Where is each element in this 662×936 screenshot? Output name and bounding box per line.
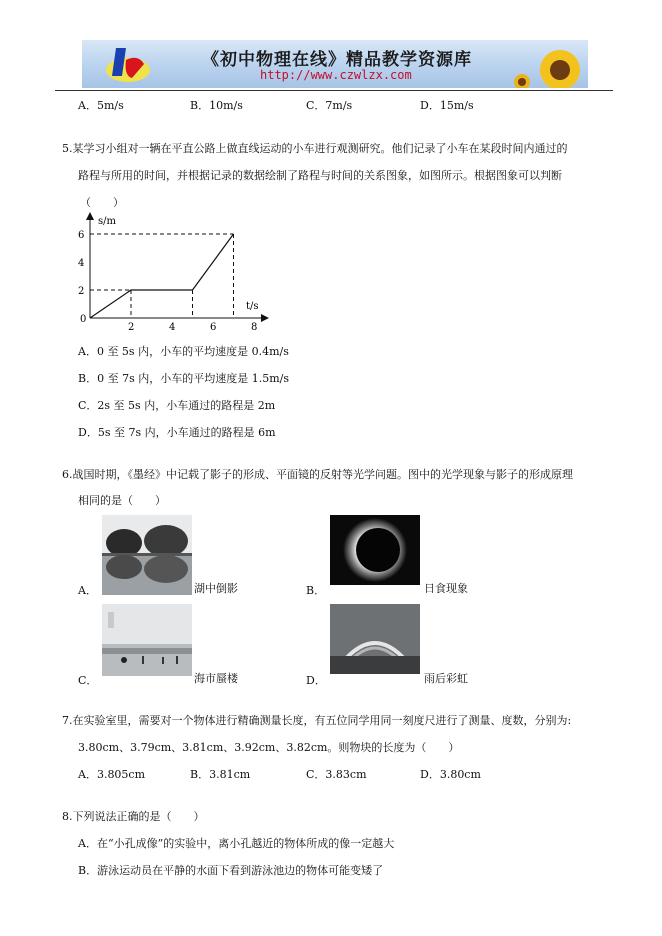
q5-stem-line1: 5.某学习小组对一辆在平直公路上做直线运动的小车进行观测研究。他们记录了小车在某段时间内通过的 bbox=[62, 142, 568, 155]
lake-reflection-image bbox=[102, 515, 192, 595]
q6-stem-line2: 相同的是（ ） bbox=[78, 494, 166, 507]
q8-option-b: B．游泳运动员在平静的水面下看到游泳池边的物体可能变矮了 bbox=[78, 864, 384, 877]
q6-option-d-letter: D． bbox=[306, 674, 326, 687]
logo-icon bbox=[106, 48, 150, 82]
q4-option-a: A．5m/s bbox=[78, 99, 124, 112]
q7-option-a: A．3.805cm bbox=[78, 768, 146, 781]
y-tick-label: 6 bbox=[78, 230, 85, 241]
q8-stem: 8.下列说法正确的是（ ） bbox=[62, 810, 205, 823]
banner-url: http://www.czwlzx.com bbox=[260, 68, 412, 82]
x-tick-label: 2 bbox=[128, 322, 135, 333]
x-tick-label: 8 bbox=[251, 322, 258, 333]
q5-answer-blank: （ ） bbox=[80, 196, 124, 209]
q6-option-d-caption: 雨后彩虹 bbox=[424, 672, 468, 685]
q6-option-b-caption: 日食现象 bbox=[424, 582, 468, 595]
x-tick-label: 4 bbox=[169, 322, 176, 333]
y-axis-label: s/m bbox=[98, 216, 116, 227]
y-tick-label: 2 bbox=[78, 286, 85, 297]
q4-option-d: D．15m/s bbox=[420, 99, 474, 112]
distance-time-graph bbox=[60, 210, 280, 335]
q5-option-c: C．2s 至 5s 内，小车通过的路程是 2m bbox=[78, 399, 276, 412]
q5-option-b: B．0 至 7s 内，小车的平均速度是 1.5m/s bbox=[78, 372, 289, 385]
q7-option-b: B．3.81cm bbox=[190, 768, 251, 781]
origin-label: 0 bbox=[80, 314, 87, 325]
q6-option-a-letter: A． bbox=[78, 584, 97, 597]
q7-stem-line1: 7.在实验室里，需要对一个物体进行精确测量长度，有五位同学用同一刻度尺进行了测量、度数，分别为: bbox=[62, 714, 572, 727]
q6-option-c-letter: C． bbox=[78, 674, 98, 687]
q4-option-b: B．10m/s bbox=[190, 99, 243, 112]
q5-option-a: A．0 至 5s 内，小车的平均速度是 0.4m/s bbox=[78, 345, 289, 358]
q8-option-a: A．在“小孔成像”的实验中，离小孔越近的物体所成的像一定越大 bbox=[78, 837, 395, 850]
x-tick-label: 6 bbox=[210, 322, 217, 333]
q6-option-b-letter: B． bbox=[306, 584, 326, 597]
banner-title: 《初中物理在线》精品教学资源库 bbox=[202, 50, 472, 70]
header-banner bbox=[82, 40, 588, 88]
q5-option-d: D．5s 至 7s 内，小车通过的路程是 6m bbox=[78, 426, 276, 439]
y-tick-label: 4 bbox=[78, 258, 85, 269]
q6-option-c-caption: 海市蜃楼 bbox=[194, 672, 238, 685]
q7-stem-line2: 3.80cm、3.79cm、3.81cm、3.92cm、3.82cm。则物块的长度为（ ） bbox=[78, 741, 460, 754]
solar-eclipse-image bbox=[330, 515, 420, 585]
q6-stem-line1: 6.战国时期，《墨经》中记载了影子的形成、平面镜的反射等光学问题。图中的光学现象与影子的形成原理 bbox=[62, 468, 573, 481]
rainbow-image bbox=[330, 604, 420, 674]
q7-option-d: D．3.80cm bbox=[420, 768, 481, 781]
q5-stem-line2: 路程与所用的时间，并根据记录的数据绘制了路程与时间的关系图象，如图所示。根据图象可以判断 bbox=[78, 169, 562, 182]
series-line-0 bbox=[90, 234, 234, 318]
q6-option-a-caption: 湖中倒影 bbox=[194, 582, 238, 595]
q4-option-c: C．7m/s bbox=[306, 99, 353, 112]
header-rule bbox=[55, 90, 613, 91]
x-axis-label: t/s bbox=[246, 301, 259, 312]
mirage-image bbox=[102, 604, 192, 676]
sunflower-icon bbox=[514, 50, 580, 88]
q7-option-c: C．3.83cm bbox=[306, 768, 367, 781]
